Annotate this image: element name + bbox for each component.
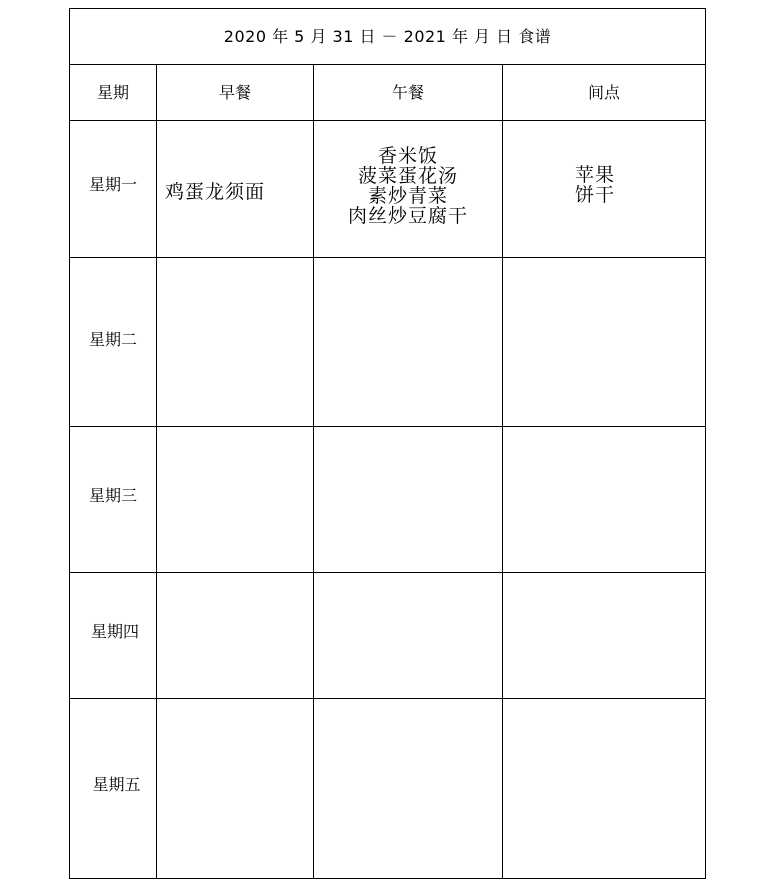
- day-row-friday: [70, 699, 706, 879]
- header-snack: 间点: [503, 65, 706, 121]
- snack-cell-friday: [503, 699, 706, 879]
- day-row-tuesday: [70, 258, 706, 427]
- lunch-cell-monday: [314, 121, 503, 258]
- lunch-item: 香米饭: [377, 145, 438, 167]
- header-lunch: 午餐: [314, 65, 503, 121]
- weekly-menu-table: [69, 8, 706, 879]
- day-label-monday: 星期一: [70, 121, 157, 258]
- breakfast-cell-friday: [157, 699, 314, 879]
- breakfast-cell-wednesday: [157, 427, 314, 573]
- lunch-cell-wednesday: [314, 427, 503, 573]
- header-weekday: 星期: [70, 65, 157, 121]
- snack-item: 苹果: [574, 164, 615, 186]
- day-label-thursday: 星期四: [70, 573, 157, 699]
- snack-list-monday: [503, 165, 705, 213]
- day-label-friday: 星期五: [70, 699, 157, 879]
- snack-cell-thursday: [503, 573, 706, 699]
- snack-cell-wednesday: [503, 427, 706, 573]
- breakfast-cell-tuesday: [157, 258, 314, 427]
- lunch-cell-thursday: [314, 573, 503, 699]
- header-row: [70, 65, 706, 121]
- lunch-list-monday: [314, 146, 502, 232]
- day-row-thursday: [70, 573, 706, 699]
- day-label-wednesday: 星期三: [70, 427, 157, 573]
- breakfast-cell-monday: [157, 121, 314, 258]
- lunch-item: 肉丝炒豆腐干: [347, 205, 468, 227]
- header-breakfast: 早餐: [157, 65, 314, 121]
- day-row-wednesday: [70, 427, 706, 573]
- day-row-monday: [70, 121, 706, 258]
- breakfast-cell-thursday: [157, 573, 314, 699]
- breakfast-item: 鸡蛋龙须面: [165, 181, 266, 203]
- snack-cell-monday: [503, 121, 706, 258]
- snack-item: 饼干: [574, 184, 615, 206]
- day-label-tuesday: 星期二: [70, 258, 157, 427]
- snack-cell-tuesday: [503, 258, 706, 427]
- menu-title: 2020 年 5 月 31 日 － 2021 年 月 日 食谱: [70, 9, 706, 65]
- lunch-cell-friday: [314, 699, 503, 879]
- lunch-item: 素炒青菜: [367, 185, 448, 207]
- lunch-cell-tuesday: [314, 258, 503, 427]
- title-row: [70, 9, 706, 65]
- lunch-item: 菠菜蛋花汤: [357, 165, 458, 187]
